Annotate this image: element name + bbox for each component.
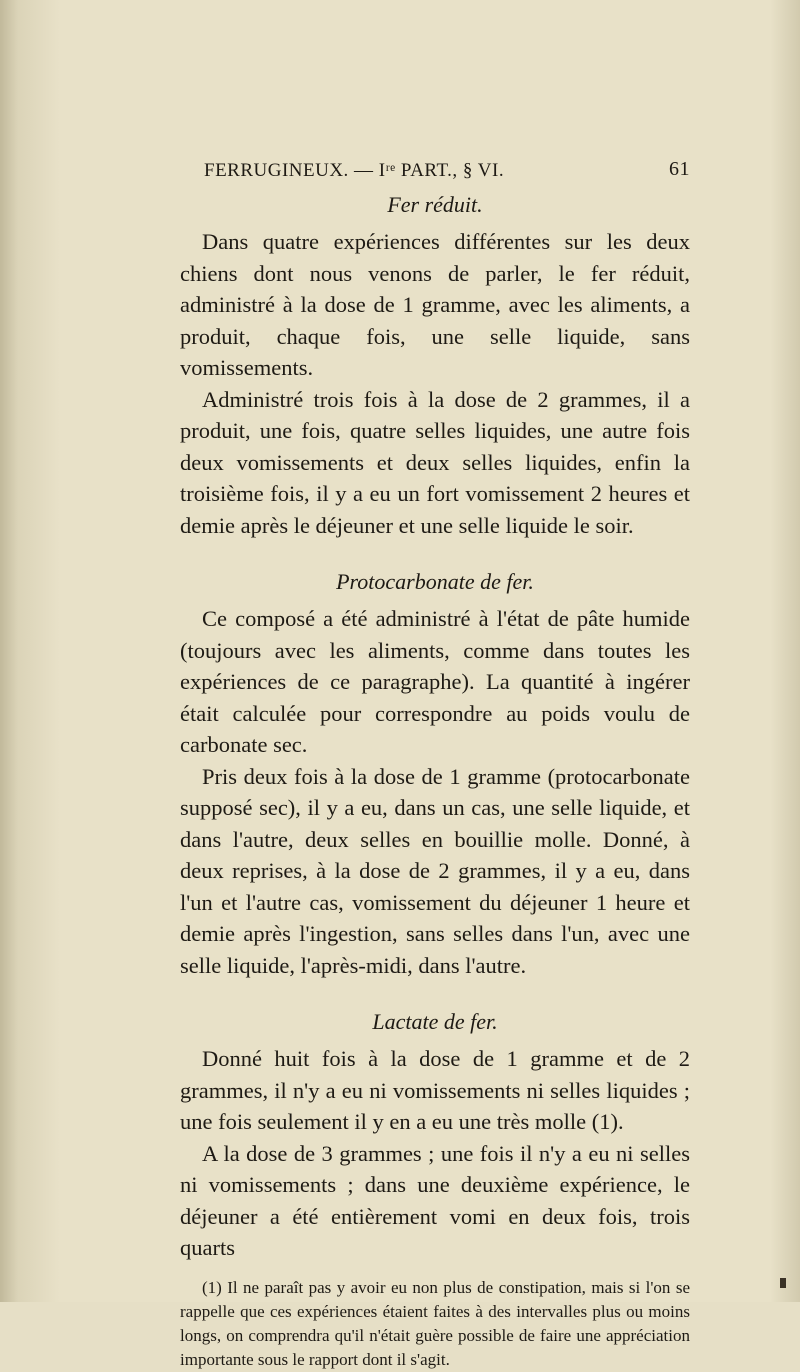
page-number: 61 [669, 158, 690, 180]
paragraph: Donné huit fois à la dose de 1 gramme et de 2 grammes, il n'y a eu ni vomissements ni selles liquides ; une fois seulement il y en a eu une très molle (1). [180, 1046, 690, 1134]
paragraph: A la dose de 3 grammes ; une fois il n'y a eu ni selles ni vomissements ; dans une deuxième expérience, le déjeuner a été entièrement vomi en deux fois, trois quarts [180, 1140, 690, 1260]
paragraph: Ce composé a été administré à l'état de pâte humide (toujours avec les aliments, comme dans toutes les expériences de ce paragraphe). La quantité à ingérer était calculée pour correspondre au poids voulu de carbonate sec. [180, 606, 690, 757]
footnote: (1) Il ne paraît pas y avoir eu non plus de constipation, mais si l'on se rappelle que ces expériences étaient faites à des intervalles plus ou moins longs, on comprendra qu'il n'était guère possible de faire une appréciation importante sous le rapport dont il s'agit. [180, 1277, 690, 1369]
section-heading-lactate: Lactate de fer. [372, 1009, 498, 1034]
paragraph: Pris deux fois à la dose de 1 gramme (protocarbonate supposé sec), il y a eu, dans un cas, une selle liquide, et dans l'autre, deux selles en bouillie molle. Donné, à deux reprises, à la dose de 2 grammes, il y a eu, dans l'un et l'autre cas, vomissement du déjeuner 1 heure et demie après l'ingestion, sans selles dans l'un, avec une selle liquide, l'après-midi, dans l'autre. [180, 763, 690, 978]
page-corner-mark [780, 1278, 786, 1288]
text-block [180, 160, 690, 1372]
running-head-title: FERRUGINEUX. — Iʳᵉ PART., § VI. [204, 160, 505, 181]
paragraph: Administré trois fois à la dose de 2 grammes, il a produit, une fois, quatre selles liquides, une autre fois deux vomissements et deux selles liquides, enfin la troisième fois, il y a eu un fort vomissement 2 heures et demie après le déjeuner et une selle liquide le soir. [180, 386, 690, 538]
section-heading-protocarbonate: Protocarbonate de fer. [336, 569, 534, 594]
section-heading-fer-reduit: Fer réduit. [387, 192, 483, 217]
running-head [180, 160, 690, 186]
paragraph: Dans quatre expériences différentes sur les deux chiens dont nous venons de parler, le fer réduit, administré à la dose de 1 gramme, avec les aliments, a produit, chaque fois, une selle liquide, sans vomissements. [180, 229, 690, 380]
